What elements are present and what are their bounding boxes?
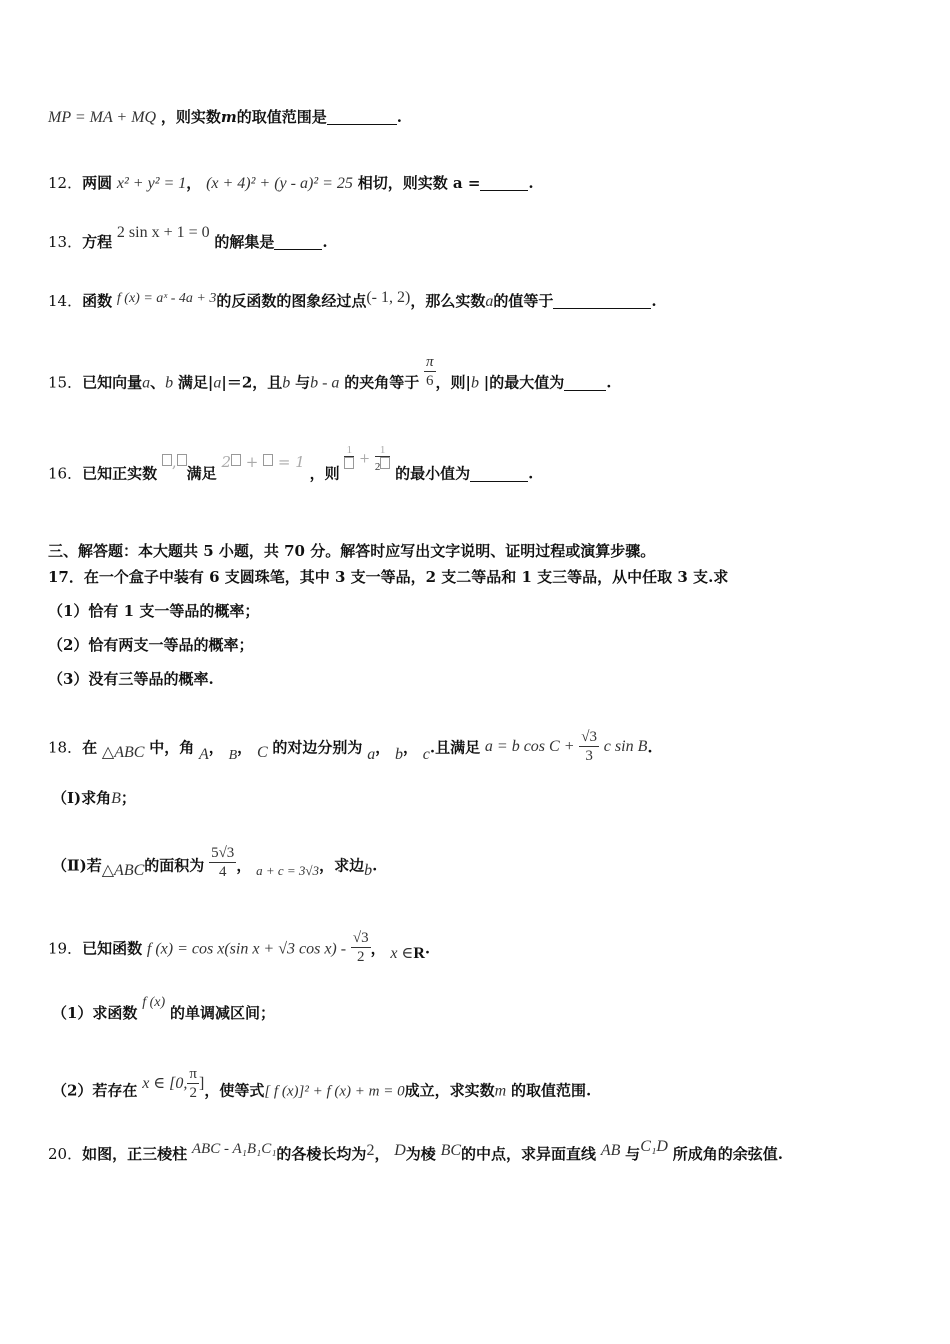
q19-comma: ， [370, 939, 386, 958]
q20-text4: 为棱 [405, 1145, 436, 1163]
q18-sqrt3-over-3 [579, 728, 599, 765]
q11-text: ，则实数 [160, 108, 221, 126]
q15-vector-diff: b - a [310, 374, 340, 392]
q20-text6: 与 [625, 1145, 641, 1163]
q15-text2: 满足| [177, 373, 214, 392]
q15-vector-a-2: a [213, 374, 222, 392]
q20-line-AB: AB [600, 1142, 621, 1159]
q16-text4: 的最小值为 [395, 464, 471, 483]
q14-text1: 函数 [82, 292, 113, 310]
q16-text1: 已知正实数 [82, 464, 158, 483]
q18-side-a: a [367, 745, 376, 763]
q16-number: 16． [48, 464, 83, 483]
q16-missing-glyph-icon [263, 454, 273, 466]
q18-comma4: ， [402, 738, 418, 757]
q14-var-a: a [485, 293, 494, 310]
q20-line-C1D: C₁D [640, 1138, 668, 1155]
q13-number: 13． [48, 233, 83, 251]
q18-part2-text1: （Ⅱ)若 [52, 856, 102, 875]
q16-missing-glyph-icon [177, 454, 187, 466]
q12-circle2: (x + 4)² + (y - a)² = 25 [206, 175, 353, 192]
q19-reals: R [413, 944, 425, 962]
q15-answer-blank[interactable] [564, 390, 606, 391]
q19-part2-text1: （2）若存在 [52, 1081, 138, 1100]
q16-frac2 [375, 444, 391, 473]
q20-text5: 的中点，求异面直线 [461, 1145, 597, 1163]
q17-title: 17．在一个盒子中装有 6 支圆珠笔，其中 3 支一等品，2 支二等品和 1 支三等品，从中任取 3 支.求 [48, 568, 729, 586]
q19-two: 2 [356, 949, 365, 965]
q18-area-num: 5√3 [211, 845, 235, 861]
q18-part2-b: b [364, 861, 373, 879]
q16-line [48, 444, 534, 489]
q16-eq-one: = 1 [273, 452, 305, 471]
q18-part2 [52, 845, 378, 885]
q14-function: f (x) = aˣ - 4a + 3 [116, 291, 217, 306]
q17-part1: （1）恰有 1 支一等品的概率； [48, 602, 260, 620]
q14-number: 14． [48, 292, 83, 310]
q15-number: 15． [48, 373, 83, 392]
q18-eq-left: a = b cos C + [484, 737, 575, 755]
q16-missing-glyph-icon [344, 457, 354, 469]
q19-text1: 已知函数 [82, 939, 143, 958]
q19-part2-text3: 成立，求实数 [404, 1081, 495, 1100]
q18-angle-A: A [199, 745, 209, 763]
q19-part1 [52, 995, 275, 1025]
q19-part2-m: m [494, 1082, 507, 1100]
q18-part2-text2: 的面积为 [144, 856, 205, 875]
q12-number: 12． [48, 174, 83, 192]
q15-text3: |＝2，且 [221, 373, 283, 392]
q20-comma: ， [374, 1145, 390, 1163]
q13-equation: 2 sin x + 1 = 0 [116, 224, 210, 241]
q19-part2-text4: 的取值范围. [510, 1081, 592, 1100]
q16-missing-glyph-icon [380, 457, 390, 469]
q19-part2-bracket: ] [198, 1074, 205, 1092]
q14-text2: 的反函数的图象经过点 [216, 292, 367, 310]
q18-angle-C: C [256, 743, 268, 761]
q18-part2-triangle: △ABC [101, 861, 145, 879]
q18-part1-semicolon: ； [120, 789, 136, 807]
q16-text3: ，则 [309, 464, 340, 483]
q14-period: . [651, 292, 657, 310]
q11-var-m: m [220, 108, 237, 126]
q18-three: 3 [585, 748, 593, 764]
q12-period: . [528, 174, 534, 192]
q15-text1: 已知向量 [82, 373, 143, 392]
q14-point: (- 1, 2) [366, 289, 411, 306]
q11-equation: MP = MA + MQ [48, 109, 157, 126]
q19-sqrt3-over-2 [351, 929, 371, 966]
q18-area-den: 4 [218, 864, 227, 880]
q18-area-frac [209, 844, 236, 881]
q18-triangle: △ABC [101, 743, 145, 761]
q12-answer-blank[interactable] [480, 190, 528, 191]
q11-answer-blank[interactable] [327, 124, 397, 125]
q19-part1-text1: （1）求函数 [52, 1004, 138, 1022]
q19-part1-text2: 的单调减区间； [169, 1004, 275, 1022]
q16-frac1-num: 1 [344, 444, 354, 457]
q18-text1: 在 [82, 738, 98, 757]
q18-text2: 中，角 [149, 738, 195, 757]
q20-point-D: D [394, 1142, 406, 1159]
q15-vector-b-2: b [282, 374, 291, 392]
q19-period: . [424, 939, 431, 958]
q18-angle-B: B [228, 747, 238, 763]
q16-missing-glyph-icon [231, 454, 241, 466]
q15-text6: ，则| [435, 373, 471, 392]
q16-frac2-two: 2 [374, 461, 381, 473]
section-3-heading: 三、解答题：本大题共 5 小题，共 70 分。解答时应写出文字说明、证明过程或演算步骤。 [48, 542, 656, 560]
q18-part2-text3: ，求边 [319, 856, 365, 875]
q16-two: 2 [221, 452, 232, 471]
q11-text2: 的取值范围是 [236, 108, 327, 126]
q15-text7: |的最大值为 [483, 373, 565, 392]
q18-part1 [52, 788, 136, 809]
q19-domain: x ∈ [390, 944, 414, 962]
q16-frac1 [344, 444, 354, 473]
q18-number: 18． [48, 738, 83, 757]
q18-part2-period: . [372, 856, 378, 875]
q19-sqrt3: √3 [352, 930, 369, 946]
q18-comma1: ， [208, 738, 224, 757]
q16-text2: 满足 [186, 464, 217, 483]
q15-sep: 、 [150, 373, 166, 392]
q18-sqrt3: √3 [581, 729, 598, 745]
q16-vars: , [162, 453, 187, 471]
q12-line [48, 173, 534, 194]
q18-side-b: b [394, 745, 403, 763]
q20-edge-length: 2 [366, 1142, 375, 1159]
q19-part2-interval: x ∈ [0, [142, 1074, 188, 1092]
q18-text4: .且满足 [429, 738, 481, 757]
q20-number: 20． [48, 1145, 83, 1163]
q18-part1-text: （Ⅰ)求角 [52, 789, 112, 807]
q19-function: f (x) = cos x(sin x + √3 cos x) - [146, 940, 347, 958]
q15-vector-b: b [165, 374, 174, 392]
q13-answer-blank[interactable] [274, 249, 322, 250]
q19-part2-two: 2 [189, 1085, 197, 1101]
q18-comma3: ， [375, 738, 391, 757]
q20-edge-BC: BC [440, 1142, 462, 1159]
q18-comma2: ， [237, 738, 253, 757]
q19-line [48, 931, 430, 968]
q19-part2-pi: π [189, 1066, 197, 1082]
q15-pi-over-6 [424, 353, 436, 390]
q19-number: 19． [48, 939, 83, 958]
q16-plus: + [241, 452, 264, 471]
q20-line [48, 1138, 783, 1165]
q18-part1-B: B [111, 790, 121, 807]
q13-line [48, 224, 328, 253]
q19-part2-equation: [ f (x)]² + f (x) + m = 0 [264, 1083, 405, 1100]
q15-pi: π [425, 354, 434, 370]
q20-text2: 的各棱长均为 [276, 1145, 367, 1163]
q16-missing-glyph-icon [162, 454, 172, 466]
q20-prism: ABC - A₁B₁C₁ [191, 1141, 277, 1157]
q12-comma: ， [186, 174, 202, 192]
q14-text4: 的值等于 [493, 292, 554, 310]
q18-eq-right: c sin B [603, 737, 648, 755]
q18-part2-condition: a + c = 3√3 [256, 862, 320, 878]
q11-tail-line [48, 107, 402, 128]
q19-part2 [52, 1066, 592, 1110]
q12-text1: 两圆 [82, 174, 113, 192]
q15-vector-a: a [142, 374, 151, 392]
q16-period: . [528, 464, 534, 483]
q13-text1: 方程 [82, 233, 113, 251]
q15-six: 6 [425, 373, 434, 389]
q18-text3: 的对边分别为 [272, 738, 363, 757]
q14-answer-blank[interactable] [553, 308, 651, 309]
q19-part2-text2: ，使等式 [204, 1081, 265, 1100]
q15-vector-b-3: b [470, 374, 479, 392]
q12-text3: 相切，则实数 a = [357, 174, 481, 192]
q16-frac2-num: 1 [375, 444, 391, 457]
q16-answer-blank[interactable] [470, 481, 528, 482]
q15-line [48, 354, 612, 402]
q20-text1: 如图，正三棱柱 [82, 1145, 188, 1163]
q15-text4: 与 [295, 373, 311, 392]
q18-period: . [647, 738, 653, 757]
q20-text7: 所成角的余弦值. [672, 1145, 783, 1163]
q13-text2: 的解集是 [214, 233, 275, 251]
q18-line [48, 730, 653, 767]
q15-period: . [606, 373, 612, 392]
q12-circle1: x² + y² = 1 [116, 175, 187, 192]
q16-expression: 1 + $\frac{1}{2}$ [344, 444, 390, 473]
q16-constraint [221, 453, 304, 471]
q14-line [48, 291, 657, 313]
q18-side-c: c [422, 745, 430, 763]
q17-part2: （2）恰有两支一等品的概率； [48, 636, 254, 654]
q19-part2-pi-over-2 [187, 1065, 199, 1102]
q14-text3: ，那么实数 [410, 292, 486, 310]
q18-part2-comma: ， [236, 856, 252, 875]
q13-period: . [322, 233, 328, 251]
q11-period: . [396, 108, 403, 126]
q15-text5: 的夹角等于 [344, 373, 420, 392]
q17-part3: （3）没有三等品的概率. [48, 670, 214, 688]
q19-part1-fx: f (x) [142, 995, 166, 1010]
